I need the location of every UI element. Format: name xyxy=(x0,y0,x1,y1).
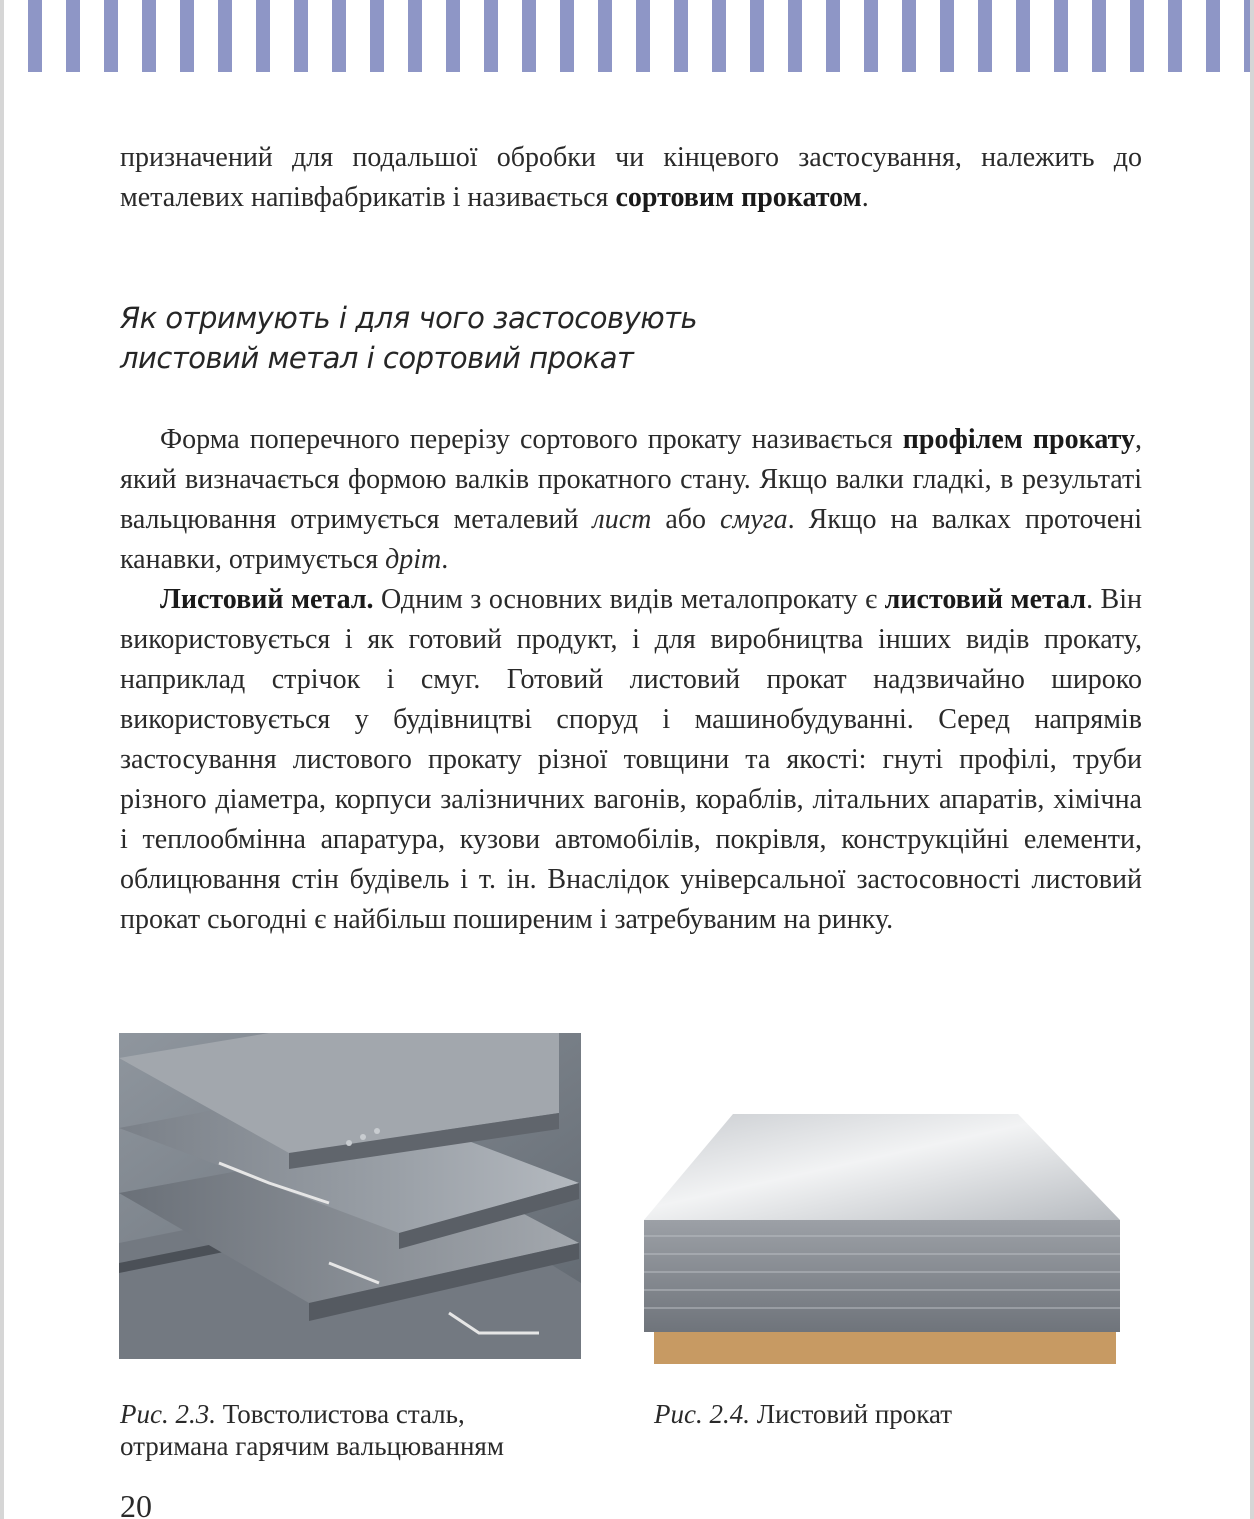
term-smuha: смуга xyxy=(720,504,788,535)
figure-2-3-image xyxy=(119,1033,581,1359)
figure-2-3-label: Рис. 2.3. xyxy=(120,1399,216,1429)
intro-paragraph: призначений для подальшої обробки чи кінцевого застосування, належить до металевих напівфабрикатів і називається сортовим прокатом. xyxy=(120,142,1142,213)
figure-2-4-label: Рис. 2.4. xyxy=(654,1399,750,1429)
figure-2-4-caption: Рис. 2.4. Листовий прокат xyxy=(654,1399,953,1429)
paragraph-sheet-metal: Листовий метал. Одним з основних видів металопрокату є листовий метал. Він використовується і як готовий продукт, і для виробництва інших видів прокату, наприклад стрічок і смуг. Готовий листовий прокат надзвичайно широко використовується у будівництві споруд і машинобудуванні. Серед напрямів застосування листового прокату різної товщини та якості: гнуті профілі, труби різного діаметра, корпуси залізничних вагонів, кораблів, літальних апаратів, хімічна і теплообмінна апаратура, кузови автомобілів, покрівля, конструкційні елементи, облицювання стін будівель і т. ін. Внаслідок універсальної застосовності листовий прокат сьогодні є найбільш поширеним і затребуваним на ринку. xyxy=(120,584,1142,935)
term-sortovyi-prokat: сортовим прокатом xyxy=(615,182,862,213)
section-heading-line-2: листовий метал і сортовий прокат xyxy=(120,341,634,375)
paragraph-profile: Форма поперечного перерізу сортового прокату називається профілем прокату, який визначається формою валків прокатного стану. Якщо валки гладкі, в результаті вальцювання отримується металевий лист або смуга. Якщо на валках проточені канавки, отримується дріт. xyxy=(120,424,1143,575)
term-lyst: лист xyxy=(592,504,652,535)
figure-2-3-caption: Рис. 2.3. Товстолистова сталь, отримана гарячим вальцюванням xyxy=(120,1399,504,1461)
section-heading xyxy=(120,298,1020,378)
term-lystovyi-metal: листовий метал xyxy=(884,584,1087,615)
term-drit: дріт xyxy=(385,544,442,575)
decorative-stripe-band xyxy=(4,0,1250,72)
section-heading-line-1: Як отримують і для чого застосовують xyxy=(120,301,698,335)
sheet-metal-stack-photo-icon xyxy=(638,1108,1120,1366)
intro-text: призначений для подальшої обробки чи кінцевого застосування, належить до металевих напівфабрикатів і називається xyxy=(120,142,1142,213)
thick-steel-plates-photo-icon xyxy=(119,1033,581,1359)
term-profil-prokatu: профілем прокату xyxy=(902,424,1135,455)
page-number: 20 xyxy=(120,1488,152,1519)
textbook-page xyxy=(4,0,1250,1519)
paragraph-lead: Листовий метал. xyxy=(160,584,374,615)
figure-2-4-image xyxy=(638,1108,1120,1366)
body-text xyxy=(120,420,1142,940)
